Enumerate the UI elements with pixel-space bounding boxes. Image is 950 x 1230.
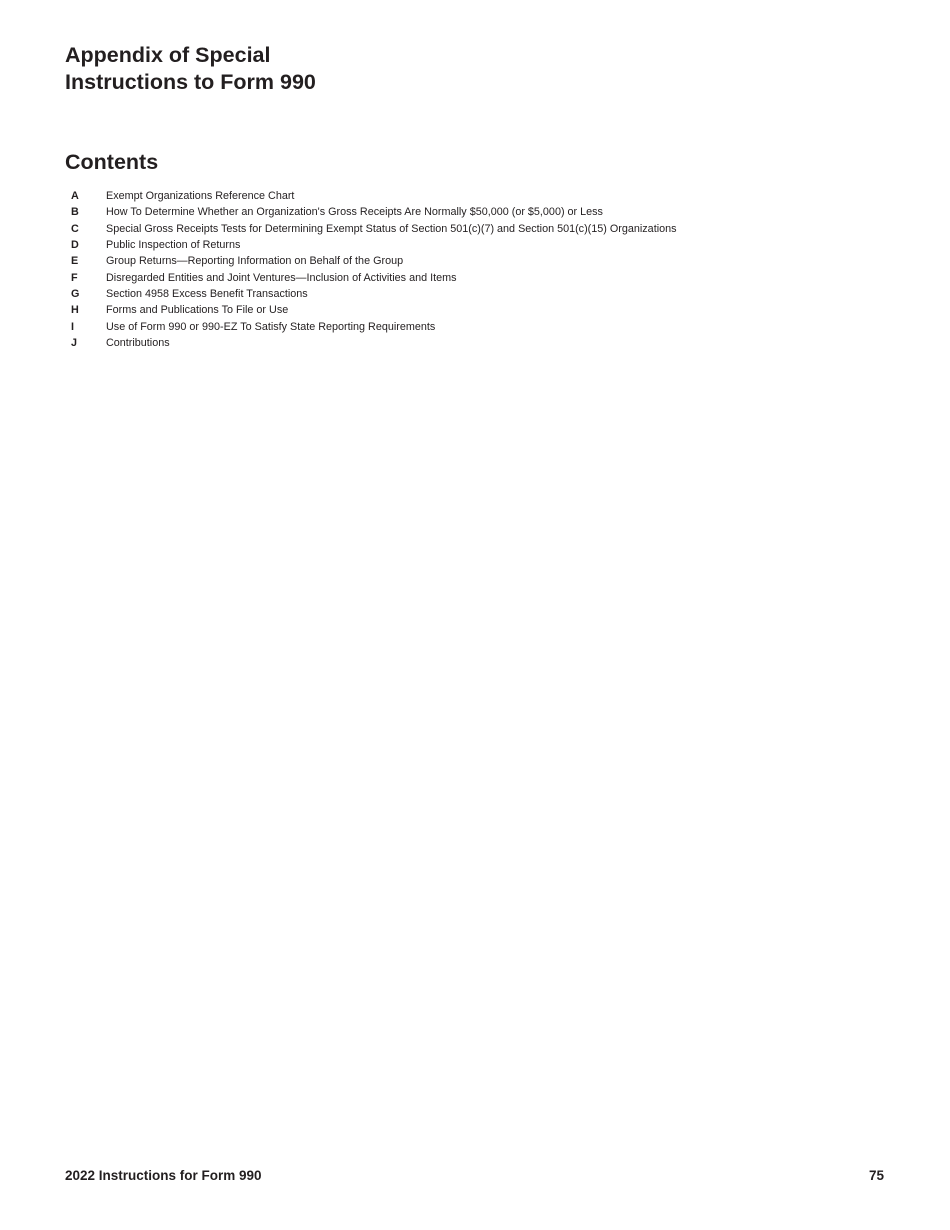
contents-item-e [65,253,677,269]
contents-item-title: Contributions [106,336,170,349]
contents-item-j [65,335,677,351]
contents-item-letter: E [71,255,79,268]
contents-item-letter: J [71,336,78,349]
contents-list [65,188,677,351]
contents-item-letter: B [71,206,79,219]
contents-item-letter: D [71,239,79,252]
contents-item-title: Public Inspection of Returns [106,239,241,252]
contents-item-letter: F [71,271,78,284]
contents-item-title: Group Returns—Reporting Information on Behalf of the Group [106,255,404,268]
contents-item-letter: I [71,320,74,333]
contents-item-h [65,302,677,318]
contents-item-i [65,318,677,334]
contents-heading: Contents [65,150,159,174]
contents-item-title: Use of Form 990 or 990-EZ To Satisfy State Reporting Requirements [106,320,436,333]
contents-item-letter: G [71,287,80,300]
contents-item-letter: H [71,304,79,317]
contents-item-title: Exempt Organizations Reference Chart [106,190,295,203]
contents-item-title: Special Gross Receipts Tests for Determining Exempt Status of Section 501(c)(7) and Section 501(c)(15) Organizations [106,222,677,235]
contents-item-b [65,204,677,220]
contents-item-d [65,237,677,253]
contents-item-a [65,188,677,204]
footer-document-title: 2022 Instructions for Form 990 [65,1168,262,1183]
contents-item-title: Section 4958 Excess Benefit Transactions [106,287,308,300]
contents-item-f [65,269,677,285]
page-footer [65,1168,884,1183]
footer-page-number: 75 [868,1168,884,1183]
contents-item-title: Forms and Publications To File or Use [106,304,289,317]
contents-item-title: How To Determine Whether an Organization's Gross Receipts Are Normally $50,000 (or $5,000) or Less [106,206,603,219]
page-title: Appendix of Special Instructions to Form 990 [65,43,316,94]
contents-item-letter: C [71,222,79,235]
contents-item-title: Disregarded Entities and Joint Ventures—Inclusion of Activities and Items [106,271,457,284]
contents-item-g [65,286,677,302]
contents-item-letter: A [71,190,79,203]
contents-item-c [65,221,677,237]
